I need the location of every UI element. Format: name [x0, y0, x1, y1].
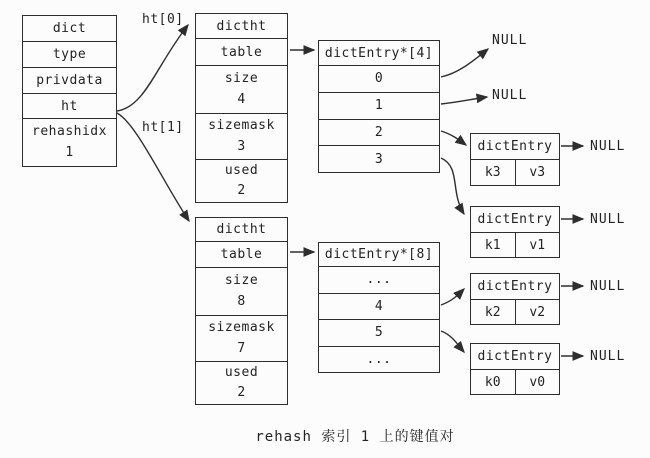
- dictht0-table-cell: [196, 38, 287, 65]
- dictht1-title-label: dictht: [216, 222, 267, 237]
- dictht1-table-label: table: [220, 247, 263, 262]
- array1-slot-2: [319, 319, 439, 346]
- dictht1-title: [196, 218, 287, 241]
- null-label-k1: NULL: [590, 212, 626, 227]
- dictentry-k3-title: dictEntry: [477, 139, 553, 154]
- array0-header-label: dictEntry*[4]: [324, 45, 434, 61]
- dictht0-used-value: 2: [237, 183, 246, 198]
- dictht0-used-label: used: [224, 162, 259, 178]
- dictht0-sizemask-cell: [196, 113, 287, 159]
- dictentry-k2-title: dictEntry: [477, 279, 553, 294]
- array1-slot-0: [319, 266, 439, 293]
- array0-slot-3: [319, 145, 439, 172]
- arrow-slot1-null: [441, 97, 487, 104]
- array0-header: [319, 41, 439, 65]
- array0-slot-0: [319, 65, 439, 92]
- arrow-slot3-entry-k1: [441, 158, 464, 214]
- dictht0-title: [196, 14, 287, 38]
- array1-slot-1-label: 4: [374, 298, 384, 314]
- arrow-slot2-entry-k3: [441, 131, 466, 145]
- dictht0-table-label: table: [220, 44, 263, 60]
- array1-box: [318, 242, 440, 373]
- dict-row-privdata: [23, 67, 116, 93]
- rehashidx-label: rehashidx: [32, 124, 107, 140]
- dictht1-sizemask-label: sizemask: [208, 320, 275, 336]
- null-label-k3: NULL: [590, 139, 626, 154]
- dictentry-k0-box: [470, 343, 560, 395]
- dict-row-rehashidx: [23, 118, 116, 166]
- dictentry-k3-box: [470, 133, 560, 186]
- array1-header: [319, 243, 439, 266]
- array0-slot-3-label: 3: [374, 151, 384, 167]
- dictht1-used-value: 2: [237, 385, 246, 400]
- dictentry-k2-box: [470, 273, 560, 325]
- array0-slot-1: [319, 92, 439, 119]
- dictht0-used-cell: [196, 159, 287, 202]
- dict-row-ht: [23, 93, 116, 118]
- dictentry-k3-value: v3: [515, 160, 560, 185]
- null-label-slot0: NULL: [492, 33, 528, 48]
- dictht1-used-cell: [196, 361, 287, 404]
- dictentry-k3-key: k3: [484, 165, 501, 180]
- dict-row-type-label: type: [52, 47, 87, 62]
- arrow-ht0: [117, 25, 188, 111]
- dictht0-size-cell: [196, 65, 287, 113]
- null-label-k2: NULL: [590, 279, 626, 294]
- dictht0-sizemask-label: sizemask: [208, 118, 275, 134]
- arrow-slot4-entry-k2: [441, 289, 464, 305]
- dict-row-ht-label: ht: [61, 98, 78, 114]
- array1-slot-3: [319, 346, 439, 373]
- array0-slot-1-label: 1: [374, 98, 384, 114]
- dict-row-dict: [23, 16, 116, 41]
- dict-struct-box: [22, 15, 117, 167]
- array0-box: [318, 40, 440, 173]
- dictht0-sizemask-value: 3: [237, 138, 246, 154]
- arrow-slot0-null: [441, 49, 488, 77]
- dictht1-sizemask-value: 7: [237, 340, 246, 356]
- dictentry-k2-value: v2: [515, 300, 560, 324]
- dictht1-used-label: used: [224, 364, 259, 380]
- dict-row-type: [23, 41, 116, 67]
- arrow-slot5-entry-k0: [441, 331, 464, 352]
- dictht1-size-label: size: [224, 273, 259, 289]
- ht1-pointer-label: ht[1]: [142, 120, 184, 135]
- array0-slot-2: [319, 119, 439, 146]
- dict-row-dict-label: dict: [52, 21, 87, 36]
- dictentry-k1-key: k1: [484, 237, 501, 253]
- rehashidx-value: 1: [65, 144, 74, 160]
- dictentry-k0-value: v0: [515, 370, 560, 394]
- array1-slot-1: [319, 293, 439, 320]
- array0-slot-0-label: 0: [374, 71, 384, 87]
- dictentry-k1-value: v1: [515, 233, 560, 257]
- dictht0-size-label: size: [224, 71, 259, 87]
- ht0-pointer-label: ht[0]: [142, 12, 184, 27]
- dictentry-k1-title: dictEntry: [477, 212, 553, 227]
- array1-slot-2-label: 5: [374, 325, 384, 341]
- array1-slot-3-label: ...: [366, 351, 392, 367]
- array1-header-label: dictEntry*[8]: [324, 247, 434, 262]
- dictht0-title-label: dictht: [216, 18, 267, 34]
- dict-row-privdata-label: privdata: [36, 73, 103, 88]
- dictentry-k2-key: k2: [484, 304, 501, 320]
- null-label-slot1: NULL: [492, 88, 528, 103]
- dictht1-size-cell: [196, 267, 287, 315]
- dictentry-k0-title: dictEntry: [477, 349, 553, 364]
- array0-slot-2-label: 2: [374, 124, 384, 140]
- array1-slot-0-label: ...: [366, 272, 392, 288]
- dictht1-box: [195, 217, 288, 405]
- dictht1-sizemask-cell: [196, 315, 287, 361]
- figure-caption: rehash 索引 1 上的键值对: [255, 429, 455, 445]
- dictht0-size-value: 4: [237, 91, 246, 107]
- dictht1-size-value: 8: [237, 293, 246, 309]
- dictentry-k0-key: k0: [484, 374, 501, 390]
- null-label-k0: NULL: [590, 349, 626, 364]
- dictht0-box: [195, 13, 288, 203]
- dictentry-k1-box: [470, 206, 560, 258]
- dictht1-table-cell: [196, 241, 287, 267]
